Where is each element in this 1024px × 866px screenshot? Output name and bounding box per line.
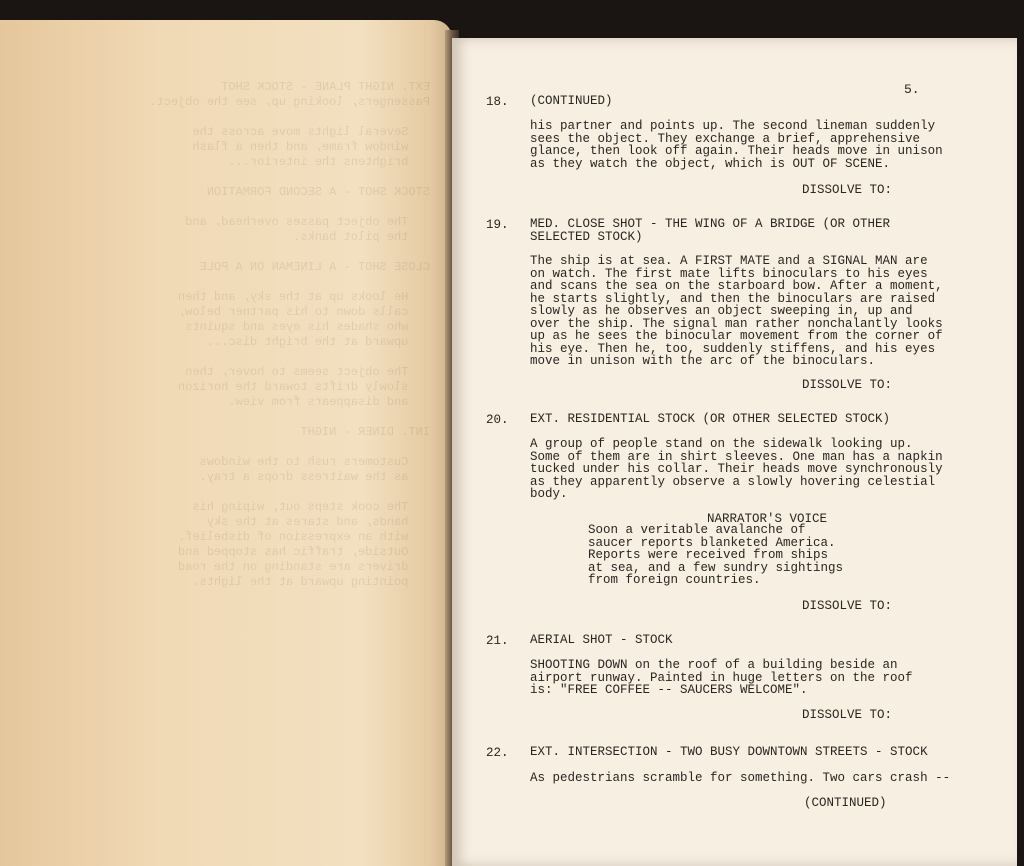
action-line: over the ship. The signal man rather nonchalantly looks <box>530 316 943 331</box>
heading-line: (CONTINUED) <box>530 94 613 108</box>
action-line: The ship is at sea. A FIRST MATE and a SIGNAL MAN are <box>530 254 928 268</box>
dialogue-line: saucer reports blanketed America. <box>588 535 836 550</box>
heading-line: SELECTED STOCK) <box>530 230 643 244</box>
action-line: move in unison with the arc of the binoculars. <box>530 354 876 368</box>
action-line: SHOOTING DOWN on the roof of a building beside an <box>530 658 898 672</box>
transition: DISSOLVE TO: <box>802 183 893 197</box>
dialogue-line: Reports were received from ships <box>588 548 829 562</box>
heading-line: MED. CLOSE SHOT - THE WING OF A BRIDGE (OR OTHER <box>530 217 891 231</box>
bleed-through-text: EXT. NIGHT PLANE - STOCK SHOT Passengers, looking up, see the object. Several lights move across the window frame, and then a flash brightens the interior... STOCK SHOT - A SECOND FORMATION The object passes overhead, and the pilot banks. CLOSE SHOT - A LINEMAN ON A POLE He looks up at the sky, and then calls down to his partner below, who shades his eyes and squints upward at the bright disc... The object seems to hover, then slowly drifts toward the horizon and disappears from view. INT. DINER - NIGHT Customers rush to the windows as the waitress drops a tray. The cook steps out, wiping his hands, and stares at the sky with an expression of disbelief. Outside, traffic has stopped and drivers are standing on the road pointing upward at the lights. <box>149 80 430 589</box>
scene-number: 20. <box>486 413 509 427</box>
dialogue-line: Soon a veritable avalanche of <box>588 523 806 537</box>
dialogue-line: at sea, and a few sundry sightings <box>588 560 844 575</box>
scene-heading <box>530 634 950 647</box>
scene-heading <box>530 413 950 426</box>
action-line: tucked under his collar. Their heads move synchronously <box>530 462 943 476</box>
left-page <box>0 20 452 866</box>
action-line: as they apparently observe a slowly hovering celestial <box>530 474 936 489</box>
heading-line: EXT. INTERSECTION - TWO BUSY DOWNTOWN STREETS - STOCK <box>530 745 928 759</box>
action-line: his eye. Then he, too, suddenly stiffens, and his eyes <box>530 341 936 356</box>
action-line: up as he sees the binocular movement from the corner of <box>530 329 943 343</box>
action-line: on watch. The first mate lifts binoculars to his eyes <box>530 266 928 281</box>
scene-action <box>530 120 950 170</box>
scene-action <box>530 659 950 697</box>
action-line: As pedestrians scramble for something. Two cars crash -- <box>530 771 951 785</box>
scene-heading <box>530 95 950 108</box>
character-name: NARRATOR'S VOICE <box>707 512 828 526</box>
action-line: his partner and points up. The second lineman suddenly <box>530 119 936 133</box>
scene-heading <box>530 746 950 759</box>
transition: DISSOLVE TO: <box>802 378 893 392</box>
scene-action <box>530 772 950 785</box>
scene-action <box>530 255 950 368</box>
continued-footer: (CONTINUED) <box>804 796 887 810</box>
action-line: Some of them are in shirt sleeves. One man has a napkin <box>530 449 943 464</box>
dialogue-line: from foreign countries. <box>588 573 761 587</box>
action-line: slowly as he observes an object sweeping in, up and <box>530 304 913 318</box>
right-page <box>452 38 1017 866</box>
action-line: sees the object. They exchange a brief, apprehensive <box>530 131 921 146</box>
action-line: body. <box>530 487 568 501</box>
scene-number: 19. <box>486 218 509 232</box>
transition: DISSOLVE TO: <box>802 708 893 722</box>
heading-line: AERIAL SHOT - STOCK <box>530 633 673 647</box>
action-line: is: "FREE COFFEE -- SAUCERS WELCOME". <box>530 683 808 697</box>
action-line: and scans the sea on the starboard bow. After a moment, <box>530 279 943 293</box>
dialogue <box>588 524 843 587</box>
action-line: as they watch the object, which is OUT OF SCENE. <box>530 156 891 171</box>
action-line: he starts slightly, and then the binoculars are raised <box>530 291 936 306</box>
scene-heading <box>530 218 950 244</box>
scene-action <box>530 438 950 501</box>
page-number: 5. <box>904 82 920 97</box>
heading-line: EXT. RESIDENTIAL STOCK (OR OTHER SELECTED STOCK) <box>530 412 891 426</box>
action-line: airport runway. Painted in huge letters on the roof <box>530 670 913 685</box>
scene-number: 21. <box>486 634 509 648</box>
action-line: glance, then look off again. Their heads move in unison <box>530 144 943 158</box>
transition: DISSOLVE TO: <box>802 599 893 613</box>
action-line: A group of people stand on the sidewalk looking up. <box>530 437 913 451</box>
scene-number: 18. <box>486 95 509 109</box>
scene-number: 22. <box>486 746 509 760</box>
